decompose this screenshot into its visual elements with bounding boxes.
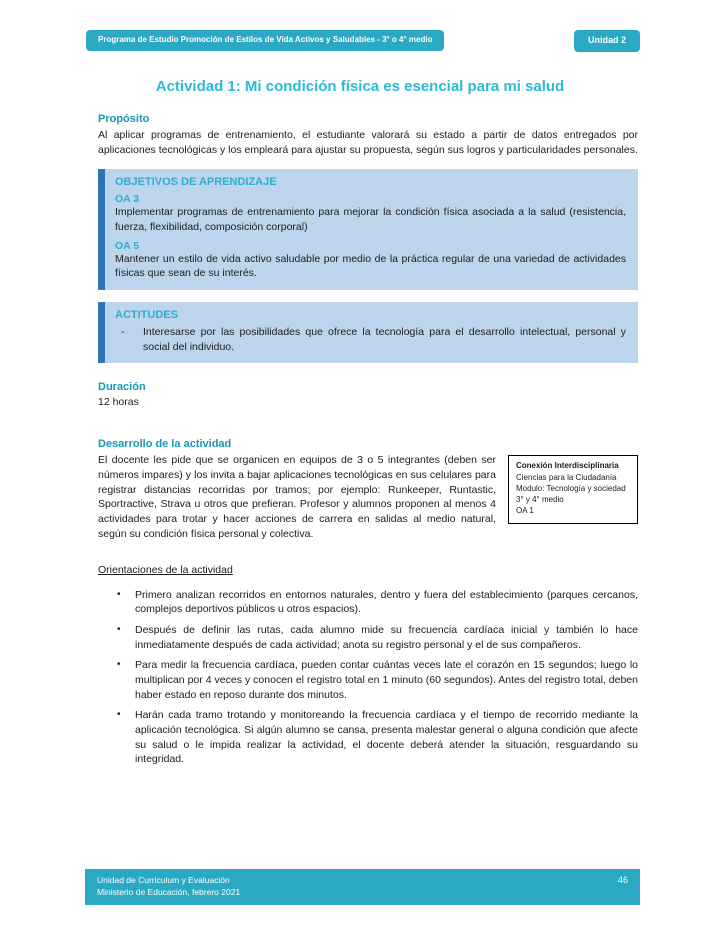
oa-code: OA 5 [115,239,140,252]
orientaciones-heading: Orientaciones de la actividad [98,563,233,576]
bullet-marker: • [117,623,121,635]
bullet-text: Después de definir las rutas, cada alumno mide su frecuencia cardíaca inicial y también lo hace inmediatamente después de cada actividad; anota su registro personal y el de sus compañeros. [135,623,638,651]
conexion-line: 3° y 4° medio [516,494,564,504]
list-item [98,658,638,702]
objetivos-heading: OBJETIVOS DE APRENDIZAJE [115,176,277,189]
conexion-title: Conexión Interdisciplinaria [516,461,619,471]
footer-left [97,874,240,900]
conexion-line: Modulo: Tecnología y sociedad [516,483,626,493]
bullet-text: Primero analizan recorridos en entornos naturales, dentro y fuera del establecimiento (parques cercanos, complejos deportivos públicos u otros espacios). [135,588,638,616]
desarrollo-section [98,453,638,541]
bullet-marker: • [117,588,121,600]
proposito-text: Al aplicar programas de entrenamiento, el estudiante valorará su estado a partir de datos entregados por aplicaciones tecnológicas y los empleará para ajustar su propuesta, según sus logros y particularidades personales. [98,128,638,156]
footer-org-line2: Ministerio de Educación, febrero 2021 [97,887,241,898]
conexion-line: Ciencias para la Ciudadanía [516,473,617,483]
page-number: 46 [617,874,628,885]
actitud-item [115,325,626,354]
orientaciones-list [98,588,638,768]
page-header [0,0,720,52]
bullet-marker: • [117,709,121,721]
desarrollo-heading: Desarrollo de la actividad [98,438,232,451]
objetivos-box [98,169,638,290]
bullet-text: Harán cada tramo trotando y monitoreando la frecuencia cardíaca y el tiempo de recorrido mediante la aplicación tecnológica. Si algún alumno se cansa, presenta malestar general o alguna condición que afecte su salud o le impida realizar la actividad, el docente deberá atender la situación, resguardando su integridad. [135,709,638,766]
conexion-interdisciplinaria-box [508,455,638,524]
list-item [98,708,638,767]
unit-badge: Unidad 2 [574,30,640,52]
page-footer [85,869,640,906]
conexion-line: OA 1 [516,505,534,515]
activity-title: Actividad 1: Mi condición física es esencial para mi salud [155,77,565,95]
bullet-text: Para medir la frecuencia cardíaca, pueden contar cuántas veces late el corazón en 15 segundos; luego lo multiplican por 4 veces y conocen el registro total en 1 minuto (60 segundos). Antes del registro total, deben haber estado en reposo durante dos minutos. [135,659,638,701]
list-item [98,623,638,652]
oa-text: Mantener un estilo de vida activo saludable por medio de la práctica regular de una variedad de actividades físicas que sean de su interés. [115,252,626,280]
actitudes-box [98,302,638,363]
actitud-text: Interesarse por las posibilidades que ofrece la tecnología para el desarrollo intelectual, personal y social del individuo. [143,326,626,353]
oa-code: OA 3 [115,193,140,206]
dash-marker: - [121,326,125,339]
oa-text: Implementar programas de entrenamiento para mejorar la condición física asociada a la salud (resistencia, fuerza, flexibilidad, composición corporal) [115,206,626,233]
program-title-badge: Programa de Estudio Promoción de Estilos de Vida Activos y Saludables - 3° o 4° medio [86,30,444,51]
duracion-text: 12 horas [98,396,139,409]
proposito-heading: Propósito [98,112,150,125]
bullet-marker: • [117,659,121,671]
footer-org-line1: Unidad de Curriculum y Evaluación [97,874,230,885]
desarrollo-text: El docente les pide que se organicen en equipos de 3 o 5 integrantes (deben ser números impares) y los invita a bajar aplicaciones tecnológicas en sus celulares para registrar distancias recorridas por tramos; por ejemplo: Runkeeper, Runtastic, Sportractive, Strava u otros que prefieran. Profesor y alumnos proponen al menos 4 actividades para trotar y hacer acciones de carrera en salidas al medio natural, según su condición física personal y colectiva. [98,454,496,540]
page-content [0,113,720,767]
duracion-heading: Duración [98,381,146,394]
actitudes-heading: ACTITUDES [115,309,178,322]
list-item [98,588,638,617]
